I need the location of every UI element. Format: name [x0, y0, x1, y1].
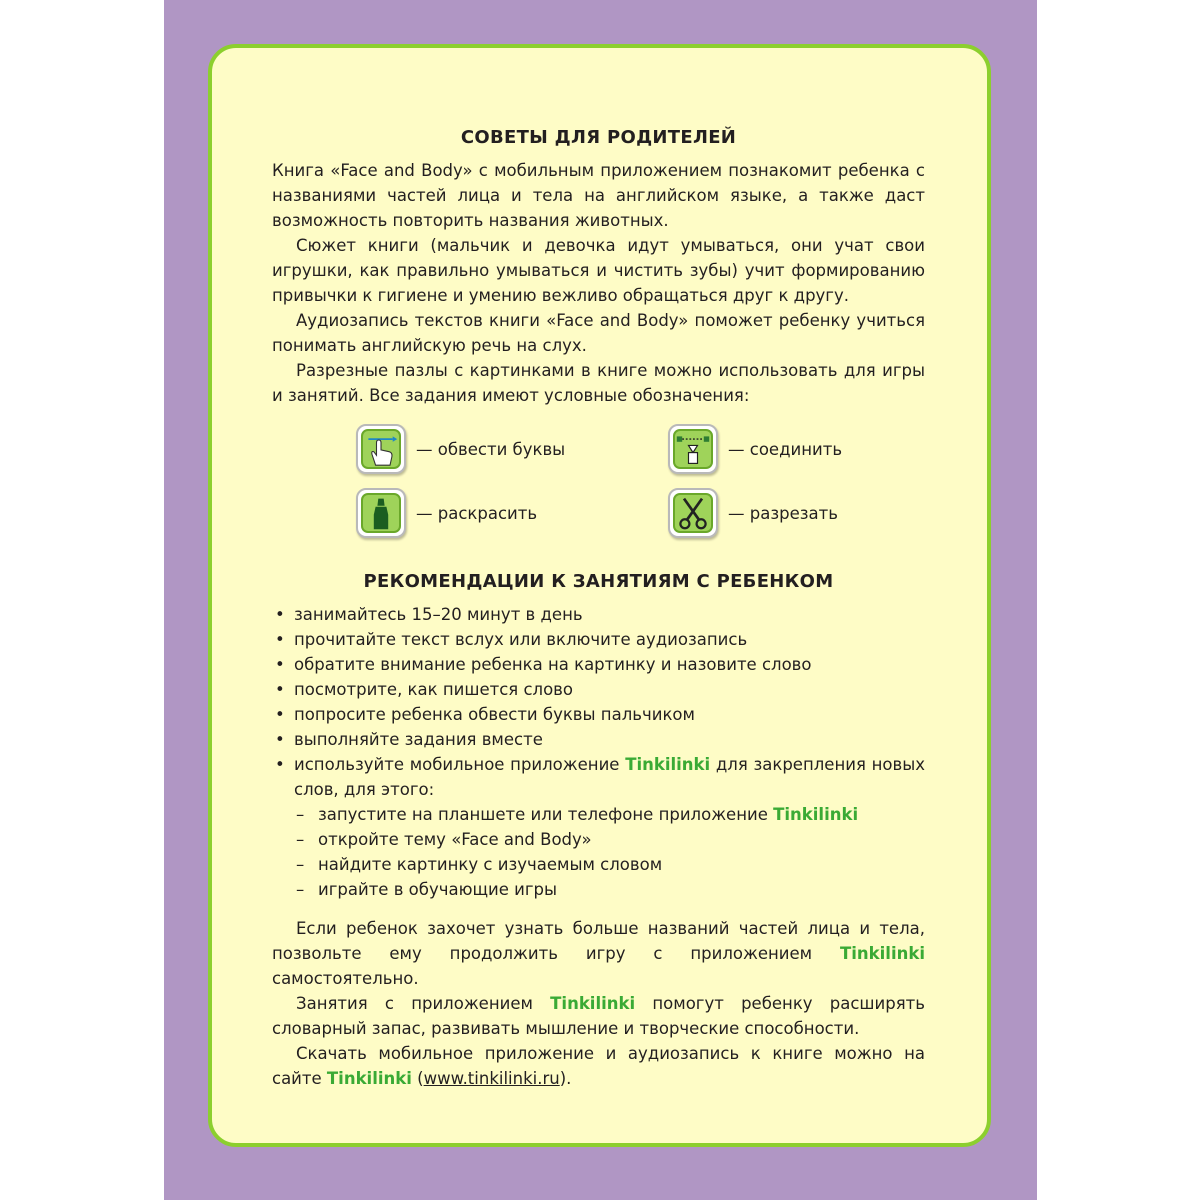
list-item: – запустите на планшете или телефоне приложение Tinkilinki	[294, 802, 925, 827]
list-item: • обратите внимание ребенка на картинку и назовите слово	[272, 652, 925, 677]
app-steps-list	[272, 802, 925, 902]
connect-lines-icon	[673, 429, 713, 469]
story-paragraph: Сюжет книги (мальчик и девочка идут умываться, они учат свои игрушки, как правильно умываться и чистить зубы) учит формированию привычки к гигиене и умению вежливо обращаться друг к другу.	[272, 236, 925, 305]
legend-cut	[668, 488, 838, 538]
closing-paragraph-2: Занятия с приложением Tinkilinki помогут ребенку расширять словарный запас, развивать мышление и творческие способности.	[272, 994, 925, 1038]
legend-trace-label: — обвести буквы	[416, 439, 566, 459]
app-name: Tinkilinki	[550, 994, 636, 1013]
list-item: • выполняйте задания вместе	[272, 727, 925, 752]
website-link[interactable]: www.tinkilinki.ru	[423, 1069, 560, 1088]
task-legend	[272, 416, 925, 556]
recommendations-list	[272, 602, 925, 802]
marker-icon	[361, 493, 401, 533]
app-name: Tinkilinki	[625, 755, 711, 774]
scissors-icon	[673, 493, 713, 533]
list-item: • попросите ребенка обвести буквы пальчиком	[272, 702, 925, 727]
app-name: Tinkilinki	[840, 944, 925, 963]
list-item: – играйте в обучающие игры	[294, 877, 925, 902]
legend-color-label: — раскрасить	[416, 503, 538, 523]
list-item: • прочитайте текст вслух или включите аудиозапись	[272, 627, 925, 652]
closing-paragraph-3: Скачать мобильное приложение и аудиозапись к книге можно на сайте Tinkilinki (www.tinkilinki.ru).	[272, 1044, 925, 1088]
puzzles-paragraph: Разрезные пазлы с картинками в книге можно использовать для игры и занятий. Все задания имеют условные обозначения:	[272, 361, 925, 405]
app-name: Tinkilinki	[326, 1069, 412, 1088]
content-column	[272, 124, 925, 1091]
list-item: – откройте тему «Face and Body»	[294, 827, 925, 852]
closing-paragraph-1: Если ребенок захочет узнать больше названий частей лица и тела, позвольте ему продолжить игру с приложением Tinkilinki самостоятельно.	[272, 919, 925, 988]
hand-pointer-icon	[361, 429, 401, 469]
legend-connect	[668, 424, 842, 474]
audio-paragraph: Аудиозапись текстов книги «Face and Body» поможет ребенку учиться понимать английскую речь на слух.	[272, 311, 925, 355]
tips-heading: СОВЕТЫ ДЛЯ РОДИТЕЛЕЙ	[460, 127, 737, 148]
legend-connect-label: — соединить	[728, 439, 843, 459]
legend-cut-label: — разрезать	[728, 503, 838, 523]
list-item: • занимайтесь 15–20 минут в день	[272, 602, 925, 627]
intro-paragraph: Книга «Face and Body» с мобильным приложением познакомит ребенка с названиями частей лица и тела на английском языке, а также даст возможность повторить названия животных.	[272, 161, 925, 230]
legend-trace	[356, 424, 565, 474]
recommendations-heading: РЕКОМЕНДАЦИИ К ЗАНЯТИЯМ С РЕБЕНКОМ	[363, 571, 834, 592]
legend-color	[356, 488, 537, 538]
app-name: Tinkilinki	[773, 805, 859, 824]
list-item: – найдите картинку с изучаемым словом	[294, 852, 925, 877]
list-item-app: • используйте мобильное приложение Tinkilinki для закрепления новых слов, для этого:	[272, 752, 925, 802]
list-item: • посмотрите, как пишется слово	[272, 677, 925, 702]
